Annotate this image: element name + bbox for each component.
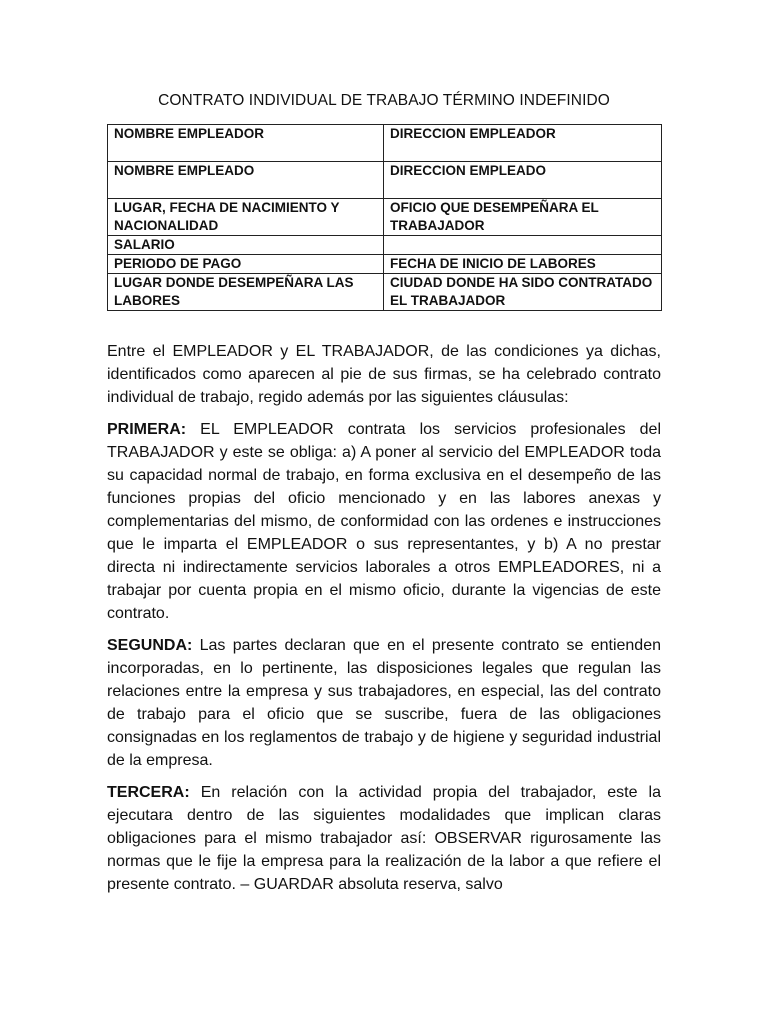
clause-paragraph — [107, 781, 661, 896]
table-cell — [384, 236, 662, 255]
clause-label: TERCERA: — [107, 784, 190, 801]
intro-paragraph: Entre el EMPLEADOR y EL TRABAJADOR, de las condiciones ya dichas, identificados como aparecen al pie de sus firmas, se ha celebrado contrato individual de trabajo, regido además por las siguientes cláusulas: — [107, 343, 661, 406]
table-cell: LUGAR, FECHA DE NACIMIENTO Y NACIONALIDAD — [108, 199, 384, 236]
table-cell: DIRECCION EMPLEADO — [384, 162, 662, 199]
table-row — [108, 236, 662, 255]
table-row — [108, 162, 662, 199]
table-row — [108, 255, 662, 274]
clause-paragraph — [107, 634, 661, 772]
clause-text: EL EMPLEADOR contrata los servicios profesionales del TRABAJADOR y este se obliga: a) A poner al servicio del EMPLEADOR toda su capacidad normal de trabajo, en forma exclusiva en el desempeño de las funciones propias del oficio mencionado y en las labores anexas y complementarias del mismo, de conformidad con las ordenes e instrucciones que le imparta el EMPLEADOR o sus representantes, y b) A no prestar directa ni indirectamente servicios laborales a otros EMPLEADORES, ni a trabajar por cuenta propia en el mismo oficio, durante la vigencias de este contrato. — [107, 421, 661, 622]
table-cell: CIUDAD DONDE HA SIDO CONTRATADO EL TRABAJADOR — [384, 274, 662, 311]
table-cell: NOMBRE EMPLEADO — [108, 162, 384, 199]
clause-text: Las partes declaran que en el presente contrato se entienden incorporadas, en lo pertinente, las disposiciones legales que regulan las relaciones entre la empresa y sus trabajadores, en especial, las del contrato de trabajo para el oficio que se suscribe, fuera de las obligaciones consignadas en los reglamentos de trabajo y de higiene y seguridad industrial de la empresa. — [107, 637, 661, 769]
contract-body — [107, 340, 661, 905]
clause-label: PRIMERA: — [107, 421, 187, 438]
table-cell: DIRECCION EMPLEADOR — [384, 125, 662, 162]
contract-info-table — [107, 124, 662, 311]
clause-label: SEGUNDA: — [107, 637, 193, 654]
clause-paragraph — [107, 418, 661, 625]
table-cell: FECHA DE INICIO DE LABORES — [384, 255, 662, 274]
table-row — [108, 125, 662, 162]
table-cell: PERIODO DE PAGO — [108, 255, 384, 274]
clause-text: En relación con la actividad propia del trabajador, este la ejecutara dentro de las siguientes modalidades que implican claras obligaciones para el mismo trabajador así: OBSERVAR rigurosamente las normas que le fije la empresa para la realización de la labor a que refiere el presente contrato. – GUARDAR absoluta reserva, salvo — [107, 784, 661, 893]
table-row — [108, 199, 662, 236]
table-cell: SALARIO — [108, 236, 384, 255]
document-title: CONTRATO INDIVIDUAL DE TRABAJO TÉRMINO INDEFINIDO — [158, 92, 610, 109]
table-cell: NOMBRE EMPLEADOR — [108, 125, 384, 162]
table-cell: LUGAR DONDE DESEMPEÑARA LAS LABORES — [108, 274, 384, 311]
table-cell: OFICIO QUE DESEMPEÑARA EL TRABAJADOR — [384, 199, 662, 236]
table-row — [108, 274, 662, 311]
